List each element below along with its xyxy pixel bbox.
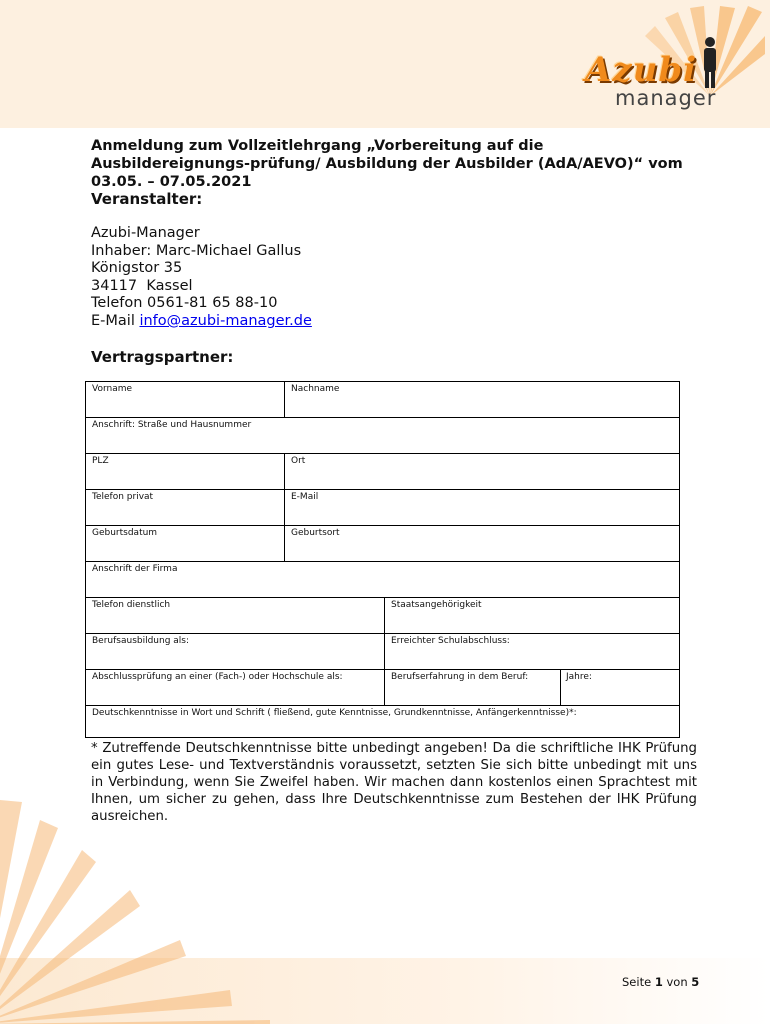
field-abschlusspruefung[interactable]: Abschlussprüfung an einer (Fach-) oder Hochschule als: <box>92 672 343 682</box>
email-link[interactable]: info@azubi-manager.de <box>139 312 312 329</box>
field-email[interactable]: E-Mail <box>291 492 319 502</box>
field-telefon-privat[interactable]: Telefon privat <box>92 492 154 502</box>
logo-word: Azubi <box>585 50 698 90</box>
veranstalter-address <box>91 225 312 331</box>
field-berufserfahrung[interactable]: Berufserfahrung in dem Beruf: <box>391 672 529 682</box>
field-telefon-dienstlich[interactable]: Telefon dienstlich <box>92 600 171 610</box>
address-line: Königstor 35 <box>91 260 183 277</box>
field-berufsausbildung[interactable]: Berufsausbildung als: <box>92 636 190 646</box>
email-prefix: E-Mail <box>91 312 140 329</box>
email-line <box>91 313 312 331</box>
field-deutschkenntnisse[interactable]: Deutschkenntnisse in Wort und Schrift ( fließend, gute Kenntnisse, Grundkenntnisse, Anfängerkenntnisse)*: <box>92 708 577 718</box>
field-ort[interactable]: Ort <box>291 456 306 466</box>
address-line: Azubi-Manager <box>91 225 200 241</box>
field-jahre[interactable]: Jahre: <box>566 672 592 682</box>
vertragspartner-heading: Vertragspartner: <box>91 348 234 366</box>
row-divider <box>86 489 679 490</box>
row-divider <box>86 417 679 418</box>
field-geburtsort[interactable]: Geburtsort <box>291 528 340 538</box>
decorative-rays <box>0 780 300 1024</box>
page-number <box>622 975 699 989</box>
row-divider <box>86 525 679 526</box>
field-geburtsdatum[interactable]: Geburtsdatum <box>92 528 158 538</box>
col-divider <box>284 382 285 417</box>
address-line: 34117 Kassel <box>91 277 193 294</box>
page-prefix: Seite <box>622 975 655 989</box>
field-staatsangehoerigkeit[interactable]: Staatsangehörigkeit <box>391 600 482 610</box>
page-current: 1 <box>654 975 663 989</box>
col-divider <box>284 453 285 561</box>
field-nachname[interactable]: Nachname <box>291 384 340 394</box>
col-divider <box>384 597 385 705</box>
field-anschrift[interactable]: Anschrift: Straße und Hausnummer <box>92 420 252 430</box>
field-vorname[interactable]: Vorname <box>92 384 133 394</box>
row-divider <box>86 705 679 706</box>
deutschkenntnisse-note: * Zutreffende Deutschkenntnisse bitte unbedingt angeben! Da die schriftliche IHK Prüfung ein gutes Lese- und Textverständnis voraussetzt, setzten Sie sich bitte unbedingt mit uns in Verbindung, wenn Sie Zweifel haben. Wir machen dann kostenlos einen Sprachtest mit Ihnen, um sicher zu gehen, dass Ihre Deutschkenntnisse zum Bestehen der IHK Prüfung ausreichen. <box>91 741 697 824</box>
address-line: Telefon 0561-81 65 88-10 <box>91 295 278 312</box>
address-line: Inhaber: Marc-Michael Gallus <box>91 242 302 259</box>
row-divider <box>86 453 679 454</box>
logo-subtitle: manager <box>615 86 717 110</box>
person-icon <box>704 37 716 88</box>
registration-form-table <box>85 381 680 738</box>
page-total: 5 <box>691 975 700 989</box>
field-schulabschluss[interactable]: Erreichter Schulabschluss: <box>391 636 510 646</box>
page-middle: von <box>662 975 692 989</box>
col-divider <box>560 669 561 705</box>
row-divider <box>86 669 679 670</box>
veranstalter-heading: Veranstalter: <box>91 190 203 208</box>
field-anschrift-firma[interactable]: Anschrift der Firma <box>92 564 178 574</box>
row-divider <box>86 633 679 634</box>
row-divider <box>86 597 679 598</box>
field-plz[interactable]: PLZ <box>92 456 109 466</box>
row-divider <box>86 561 679 562</box>
page-title: Anmeldung zum Vollzeitlehrgang „Vorbereitung auf die Ausbildereignungs-prüfung/ Ausbildung der Ausbilder (AdA/AEVO)“ vom 03.05. – 07.05.2021 <box>91 138 683 190</box>
